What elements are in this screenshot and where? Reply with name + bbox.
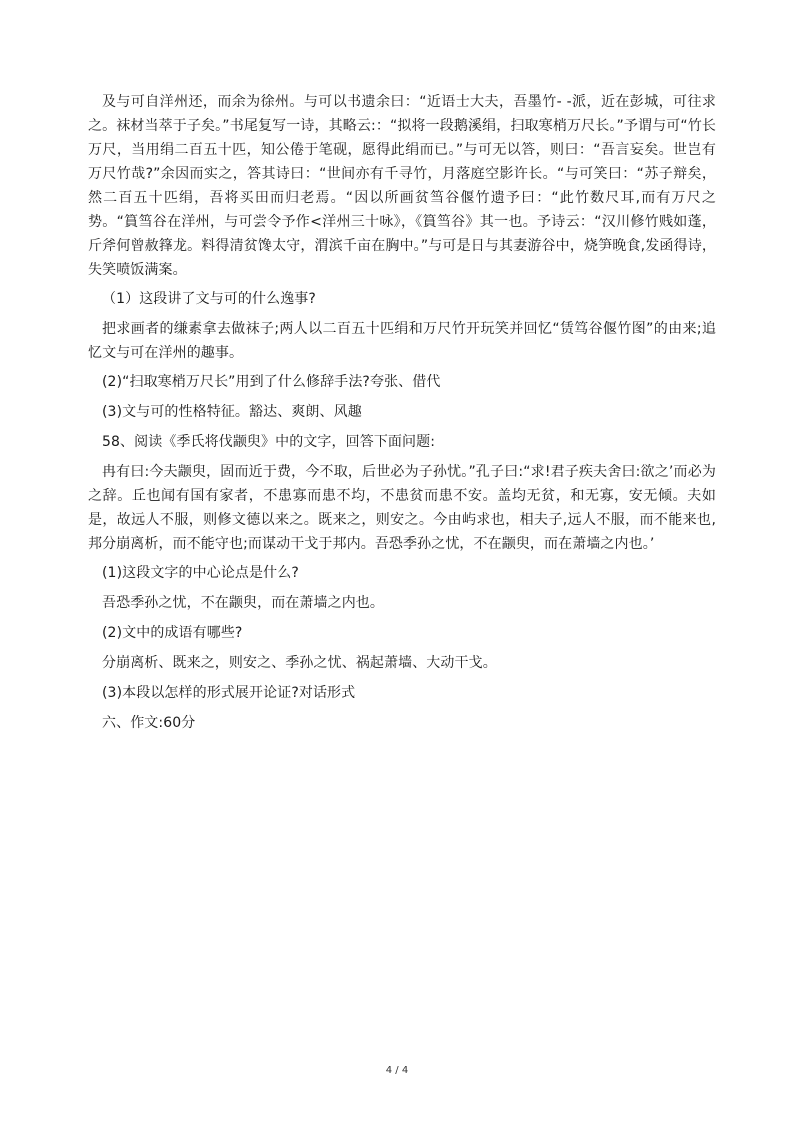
page-number: 4 / 4 — [385, 1065, 409, 1076]
question-1-3: (3)文与可的性格特征。豁达、爽朗、风趣 — [102, 404, 362, 420]
document-body — [88, 90, 716, 741]
section-6-heading: 六、作文:60分 — [102, 715, 196, 731]
answer-1-1: 把求画者的缣素拿去做袜子;两人以二百五十匹绢和万尺竹开玩笑并回忆“赁笃谷偃竹图”的由来;追忆文与可在洋州的趣事。 — [88, 321, 716, 361]
question-2-2: (2)文中的成语有哪些? — [102, 625, 243, 641]
question-1-1: （1）这段讲了文与可的什么逸事? — [102, 291, 316, 307]
answer-2-2: 分崩离析、既来之，则安之、季孙之忧、祸起萧墙、大动干戈。 — [102, 655, 497, 671]
passage-jishi: 冉有曰:今夫颛臾，固而近于费，今不取，后世必为子孙忧。”孔子曰:“求!君子疾夫舍曰:欲之’而必为之辞。丘也闻有国有家者，不患寡而患不均，不患贫而患不安。盖均无贫，和无寡，安无倾。夫如是，故远人不服，则修文德以来之。既来之，则安之。今由屿求也，相夫子,远人不服，而不能来也,邦分崩离析，而不能守也;而谋动干戈于邦内。吾恐季孙之忧，不在颛臾，而在萧墙之内也。’ — [88, 464, 716, 552]
question-2-3: (3)本段以怎样的形式展开论证?对话形式 — [102, 685, 356, 701]
answer-2-1: 吾恐季孙之忧，不在颛臾，而在萧墙之内也。 — [102, 595, 384, 611]
question-1-2: (2)“扫取寒梢万尺长”用到了什么修辞手法?夸张、借代 — [102, 374, 441, 390]
question-58-heading: 58、阅读《季氏将伐颛臾》中的文字，回答下面问题: — [102, 434, 436, 450]
question-2-1: (1)这段文字的中心论点是什么? — [102, 565, 299, 581]
passage-wen-yuke: 及与可自洋州还，而余为徐州。与可以书遗余曰：“近语士大夫，吾墨竹- -派，近在彭城，可往求之。袜材当萃于子矣。”书尾复写一诗，其略云:：“拟将一段鹅溪绢，扫取寒梢万尺长。”予谓与可“竹长万尺，当用绢二百五十匹，知公倦于笔砚，愿得此绢而已。”与可无以答，则曰：“吾言妄矣。世岂有万尺竹哉?”余因而实之，答其诗曰：“世间亦有千寻竹，月落庭空影许长。“与可笑曰：“苏子辩矣，然二百五十匹绢，吾将买田而归老焉。“因以所画贫筜谷偃竹遗予曰：“此竹数尺耳,而有万尺之势。“篔筜谷在洋州，与可尝令予作<洋州三十咏》，《篔筜谷》其一也。予诗云：“汉川修竹贱如蓬，斤斧何曾赦箨龙。料得清贫馋太守，渭滨千亩在胸中。”与可是日与其妻游谷中，烧笋晚食,发函得诗，失笑喷饭满案。 — [88, 94, 716, 278]
